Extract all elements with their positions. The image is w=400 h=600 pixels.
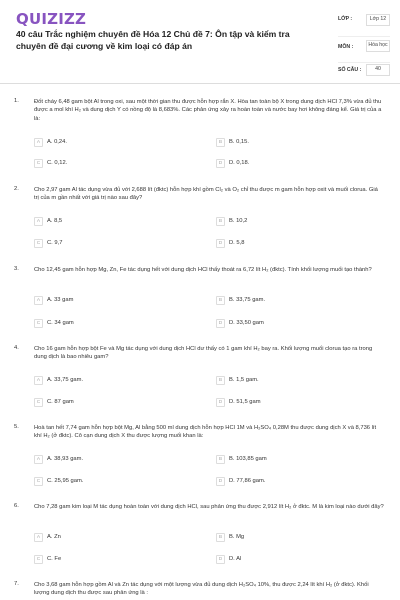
option-d[interactable]	[216, 237, 381, 249]
question-text: Cho 12,45 gam hỗn hợp Mg, Zn, Fe tác dụng hết với dung dịch HCl thấy thoát ra 6,72 lít H₂ (đktc). Tính khối lượng muối tạo thành?	[34, 267, 372, 273]
option-a[interactable]	[34, 531, 199, 543]
option-b[interactable]	[216, 374, 381, 386]
option-text: D. Al	[229, 556, 242, 562]
option-a[interactable]	[34, 136, 199, 148]
option-text: A. 8,5	[47, 218, 63, 224]
option-text: D. 0,18.	[229, 160, 250, 166]
grade-label: LỚP :	[338, 16, 353, 22]
option-letter: A	[34, 217, 43, 226]
option-b[interactable]	[216, 531, 381, 543]
option-b[interactable]	[216, 453, 381, 465]
option-a[interactable]	[34, 374, 199, 386]
meta-divider	[338, 62, 390, 63]
option-d[interactable]	[216, 157, 381, 169]
quizizz-logo[interactable]: QUIZIZZ	[16, 10, 87, 28]
option-c[interactable]	[34, 475, 199, 487]
question-number: 2.	[14, 186, 19, 192]
question-text: Cho 2,97 gam Al tác dụng vừa đủ với 2,688 lít (đktc) hỗn hợp khí gồm Cl₂ và O₂ chỉ thu được m gam hỗn hợp oxit và muối clorua. Giá trị của m gần nhất với giá trị nào sau đây?	[34, 187, 378, 202]
option-letter: A	[34, 455, 43, 464]
question-number: 1.	[14, 98, 19, 104]
option-text: D. 51,5 gam	[229, 399, 261, 405]
question-text: Cho 7,28 gam kim loại M tác dụng hoàn toàn với dung dịch HCl, sau phản ứng thu được 2,912 lít H₂ ở đktc. M là kim loại nào dưới đây?	[34, 504, 384, 510]
option-letter: B	[216, 138, 225, 147]
option-text: C. 87 gam	[47, 399, 74, 405]
option-letter: A	[34, 376, 43, 385]
question-text: Đốt cháy 6,48 gam bột Al trong oxi, sau một thời gian thu được hỗn hợp rắn X. Hòa tan toàn bộ X trong dung dịch HCl 7,3% vừa đủ thu được a mol khí H₂ và dung dịch Y có nồng độ là 8,683%. Các phản ứng xảy ra hoàn toàn và nước bay hơi không đáng kể. Giá trị của a là:	[34, 99, 382, 122]
option-letter: B	[216, 455, 225, 464]
option-text: D. 33,50 gam	[229, 320, 264, 326]
question-number: 5.	[14, 424, 19, 430]
option-text: C. 0,12.	[47, 160, 68, 166]
option-letter: B	[216, 533, 225, 542]
option-letter: C	[34, 159, 43, 168]
option-a[interactable]	[34, 215, 199, 227]
option-letter: C	[34, 555, 43, 564]
option-letter: D	[216, 477, 225, 486]
option-letter: A	[34, 138, 43, 147]
option-letter: C	[34, 239, 43, 248]
option-text: B. 103,85 gam	[229, 456, 267, 462]
worksheet-title: 40 câu Trắc nghiệm chuyên đề Hóa 12 Chủ đề 7: Ôn tập và kiểm tra chuyên đề đại cương về kim loại có đáp án	[16, 29, 290, 51]
option-text: B. 1,5 gam.	[229, 377, 259, 383]
option-letter: B	[216, 217, 225, 226]
subject-value: Hóa học	[366, 40, 390, 52]
meta-divider	[338, 36, 390, 37]
count-label: SỐ CÂU :	[338, 67, 362, 73]
option-d[interactable]	[216, 396, 381, 408]
option-a[interactable]	[34, 453, 199, 465]
option-c[interactable]	[34, 317, 199, 329]
option-letter: A	[34, 533, 43, 542]
option-text: B. Mg	[229, 534, 245, 540]
option-text: C. 9,7	[47, 240, 63, 246]
option-text: C. 34 gam	[47, 320, 74, 326]
option-text: A. 33,75 gam.	[47, 377, 84, 383]
option-c[interactable]	[34, 396, 199, 408]
option-b[interactable]	[216, 136, 381, 148]
option-text: A. 0,24.	[47, 139, 67, 145]
option-d[interactable]	[216, 475, 381, 487]
grade-value: Lớp 12	[366, 14, 390, 26]
question-text: Hoà tan hết 7,74 gam hỗn hợp bột Mg, Al bằng 500 ml dung dịch hỗn hợp HCl 1M và H₂SO₄ 0,28M thu được dung dịch X và 8,736 lít khí H₂ (ở đktc). Cô cạn dung dịch X thu được lượng muối khan là:	[34, 425, 377, 440]
option-c[interactable]	[34, 237, 199, 249]
option-b[interactable]	[216, 294, 381, 306]
question-number: 3.	[14, 266, 19, 272]
count-value: 40	[366, 64, 390, 76]
option-letter: D	[216, 159, 225, 168]
option-letter: B	[216, 376, 225, 385]
question-number: 4.	[14, 345, 19, 351]
option-text: A. 33 gam	[47, 297, 74, 303]
header-divider	[0, 83, 400, 84]
option-letter: D	[216, 555, 225, 564]
option-d[interactable]	[216, 317, 381, 329]
option-letter: D	[216, 398, 225, 407]
option-text: D. 77,86 gam.	[229, 478, 266, 484]
option-text: A. Zn	[47, 534, 61, 540]
option-text: D. 5,8	[229, 240, 245, 246]
worksheet-header	[0, 0, 400, 80]
option-letter: B	[216, 296, 225, 305]
option-letter: D	[216, 239, 225, 248]
option-letter: D	[216, 319, 225, 328]
option-d[interactable]	[216, 553, 381, 565]
option-b[interactable]	[216, 215, 381, 227]
question-text: Cho 3,68 gam hỗn hợp gồm Al và Zn tác dụng với một lượng vừa đủ dung dịch H₂SO₄ 10%, thu được 2,24 lít khí H₂ (ở đktc). Khối lượng dung dịch thu được sau phản ứng là :	[34, 582, 369, 597]
option-letter: C	[34, 477, 43, 486]
option-text: B. 10,2	[229, 218, 248, 224]
option-a[interactable]	[34, 294, 199, 306]
question-number: 6.	[14, 503, 19, 509]
option-text: B. 0,15.	[229, 139, 249, 145]
question-number: 7.	[14, 581, 19, 587]
option-text: A. 38,93 gam.	[47, 456, 84, 462]
option-letter: C	[34, 319, 43, 328]
option-c[interactable]	[34, 553, 199, 565]
option-letter: C	[34, 398, 43, 407]
option-text: C. 25,95 gam.	[47, 478, 84, 484]
option-letter: A	[34, 296, 43, 305]
subject-label: MÔN :	[338, 44, 354, 50]
option-text: C. Fe	[47, 556, 62, 562]
question-text: Cho 16 gam hỗn hợp bột Fe và Mg tác dụng với dung dịch HCl dư thấy có 1 gam khí H₂ bay ra. Khối lượng muối clorua tạo ra trong dung dịch là bao nhiêu gam?	[34, 346, 373, 361]
option-c[interactable]	[34, 157, 199, 169]
option-text: B. 33,75 gam.	[229, 297, 266, 303]
